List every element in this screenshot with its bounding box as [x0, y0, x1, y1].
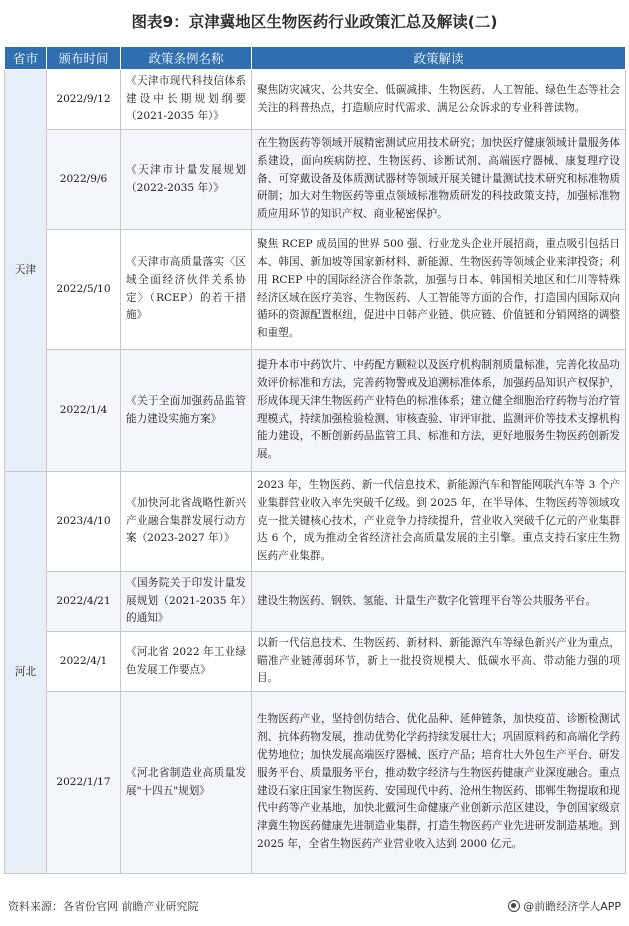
policy-name-cell: 《天津市高质量落实〈区域全面经济伙伴关系协定〉（RCEP）的若干措施》 — [121, 230, 252, 350]
province-cell-hebei: 河北 — [5, 472, 47, 874]
policy-name-cell: 《河北省 2022 年工业绿色发展工作要点》 — [121, 632, 252, 692]
date-cell: 2023/4/10 — [47, 472, 121, 572]
policy-desc-cell: 以新一代信息技术、生物医药、新材料、新能源汽车等绿色新兴产业为重点，瞄准产业链薄弱环节，新上一批投资规模大、低碳水平高、带动能力强的项目。 — [252, 632, 626, 692]
date-cell: 2022/4/21 — [47, 572, 121, 632]
policy-name-cell: 《关于全面加强药品监管能力建设实施方案》 — [121, 350, 252, 472]
brand-credit-text: @前瞻经济学人APP — [523, 900, 621, 913]
header-province: 省市 — [5, 47, 47, 70]
policy-desc-cell: 聚焦 RCEP 成员国的世界 500 强、行业龙头企业开展招商，重点吸引包括日本、韩国、新加坡等国家新材料、新能源、生物医药等领域企业来津投资；利用 RCEP 中的国际经济合作条款，加强与日本、韩国相关地区和仁川等特殊经济区域在医疗美容、生物医药、人工智能等方面的合作，打造国内国际双向循环的资源配置枢纽，促进中日韩产业链、供应链、价值链和分销网络的调整和重塑。 — [252, 230, 626, 350]
policy-name-cell: 《天津市现代科技信体系建设中长期规划纲要（2021-2035 年）》 — [121, 70, 252, 130]
date-cell: 2022/5/10 — [47, 230, 121, 350]
policy-name-cell: 《加快河北省战略性新兴产业融合集群发展行动方案（2023-2027 年）》 — [121, 472, 252, 572]
header-policy-name: 政策条例名称 — [121, 47, 252, 70]
header-policy-interpretation: 政策解读 — [252, 47, 626, 70]
date-cell: 2022/1/4 — [47, 350, 121, 472]
table-row — [5, 130, 626, 230]
table-row — [5, 632, 626, 692]
policy-desc-cell: 提升本市中药饮片、中药配方颗粒以及医疗机构制剂质量标准，完善化妆品功效评价标准和方法，完善药物警戒及追溯标准体系，加强药品知识产权保护，形成体现天津生物医药产业特色的标准体系；建立健全细胞治疗药物与治疗管理模式，持续加强检验检测、审核查验、审评审批、监测评价等技术支撑机构能力建设，不断创新药品监管工具、标准和方法，更好地服务生物医药创新发展。 — [252, 350, 626, 472]
brand-credit — [508, 898, 621, 914]
table-row — [5, 70, 626, 130]
policy-desc-cell: 在生物医药等领域开展精密测试应用技术研究；加快医疗健康领域计量服务体系建设，面向疾病防控、生物医药、诊断试剂、高端医疗器械、康复理疗设备、可穿戴设备及体质测试器材等领域开展关键计量测试技术研究和标准物质研制；加大对生物医药等重点领域标准物质研发的科技政策支持，加强标准物质应用环节的知识产权、商业秘密保护。 — [252, 130, 626, 230]
policy-table — [4, 46, 626, 874]
date-cell: 2022/9/12 — [47, 70, 121, 130]
source-note: 资料来源：各省份官网 前瞻产业研究院 — [8, 900, 199, 913]
table-row — [5, 472, 626, 572]
date-cell: 2022/9/6 — [47, 130, 121, 230]
date-cell: 2022/1/17 — [47, 692, 121, 874]
table-row — [5, 230, 626, 350]
policy-name-cell: 《国务院关于印发计量发展规划（2021-2035 年）的通知》 — [121, 572, 252, 632]
table-header-row — [5, 47, 626, 70]
policy-desc-cell: 生物医药产业，坚持创仿结合、优化品种、延伸链条，加快疫苗、诊断检测试剂、抗体药物发展，推动优势化学药持续发展壮大；巩固原料药和高端化学药优势地位；加快发展高端医疗器械、医疗产品；培育壮大外包生产平台、研发服务平台、质量服务平台，推动数字经济与生物医药健康产业深度融合。重点建设石家庄国家生物医药、安国现代中药、沧州生物医药、邯郸生物提取和现代中药等产业基地，加快北戴河生命健康产业创新示范区建设，争创国家级京津冀生物医药健康先进制造业集群，打造生物医药产业先进研发制造基地。到 2025 年，全省生物医药产业营业收入达到 2000 亿元。 — [252, 692, 626, 874]
table-row — [5, 692, 626, 874]
policy-desc-cell: 建设生物医药、钢铁、氢能、计量生产数字化管理平台等公共服务平台。 — [252, 572, 626, 632]
date-cell: 2022/4/1 — [47, 632, 121, 692]
province-cell-tianjin: 天津 — [5, 70, 47, 472]
header-date: 颁布时间 — [47, 47, 121, 70]
policy-name-cell: 《河北省制造业高质量发展"十四五"规划》 — [121, 692, 252, 874]
policy-name-cell: 《天津市计量发展规划（2022-2035 年）》 — [121, 130, 252, 230]
table-row — [5, 572, 626, 632]
policy-desc-cell: 聚焦防灾减灾、公共安全、低碳减排、生物医药、人工智能、绿色生态等社会关注的科普热点，打造顺应时代需求、满足公众诉求的专业科普读物。 — [252, 70, 626, 130]
policy-desc-cell: 2023 年，生物医药、新一代信息技术、新能源汽车和智能网联汽车等 3 个产业集群营业收入率先突破千亿级。到 2025 年，在半导体、生物医药等领域攻克一批关键核心技术，产业竞争力持续提升，营业收入突破千亿元的产业集群达 6 个，成为推动全省经济社会高质量发展的主引擎。重点支持石家庄生物医药产业集群。 — [252, 472, 626, 572]
page-title: 图表9：京津冀地区生物医药行业政策汇总及解读(二) — [131, 13, 498, 31]
table-row — [5, 350, 626, 472]
brand-logo-icon — [508, 900, 520, 912]
